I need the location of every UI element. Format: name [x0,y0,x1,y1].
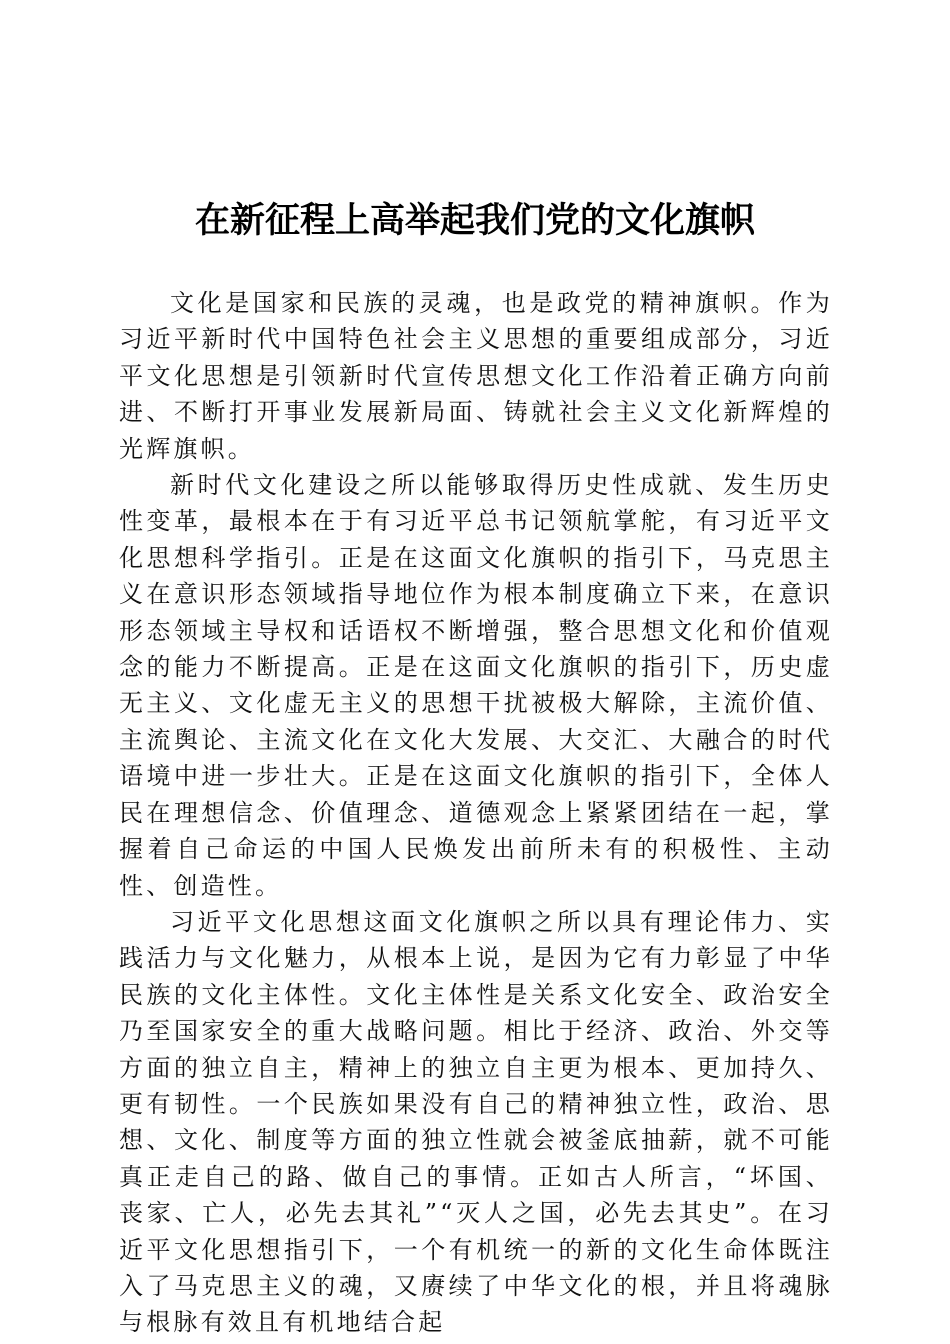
paragraph-2: 新时代文化建设之所以能够取得历史性成就、发生历史性变革，最根本在于有习近平总书记领航掌舵，有习近平文化思想科学指引。正是在这面文化旗帜的指引下，马克思主义在意识形态领域指导地位作为根本制度确立下来，在意识形态领域主导权和话语权不断增强，整合思想文化和价值观念的能力不断提高。正是在这面文化旗帜的指引下，历史虚无主义、文化虚无主义的思想干扰被极大解除，主流价值、主流舆论、主流文化在文化大发展、大交汇、大融合的时代语境中进一步壮大。正是在这面文化旗帜的指引下，全体人民在理想信念、价值理念、道德观念上紧紧团结在一起，掌握着自己命运的中国人民焕发出前所未有的积极性、主动性、创造性。 [119,471,833,900]
paragraph-1: 文化是国家和民族的灵魂，也是政党的精神旗帜。作为习近平新时代中国特色社会主义思想的重要组成部分，习近平文化思想是引领新时代宣传思想文化工作沿着正确方向前进、不断打开事业发展新局面、铸就社会主义文化新辉煌的光辉旗帜。 [119,289,833,463]
paragraph-3: 习近平文化思想这面文化旗帜之所以具有理论伟力、实践活力与文化魅力，从根本上说，是因为它有力彰显了中华民族的文化主体性。文化主体性是关系文化安全、政治安全乃至国家安全的重大战略问题。相比于经济、政治、外交等方面的独立自主，精神上的独立自主更为根本、更加持久、更有韧性。一个民族如果没有自己的精神独立性，政治、思想、文化、制度等方面的独立性就会被釜底抽薪，就不可能真正走自己的路、做自己的事情。正如古人所言，“坏国、丧家、亡人，必先去其礼”“灭人之国，必先去其史”。在习近平文化思想指引下，一个有机统一的新的文化生命体既注入了马克思主义的魂，又赓续了中华文化的根，并且将魂脉与根脉有效且有机地结合起 [119,907,833,1337]
document-body [119,285,833,1341]
document-title: 在新征程上高举起我们党的文化旗帜 [194,200,755,241]
